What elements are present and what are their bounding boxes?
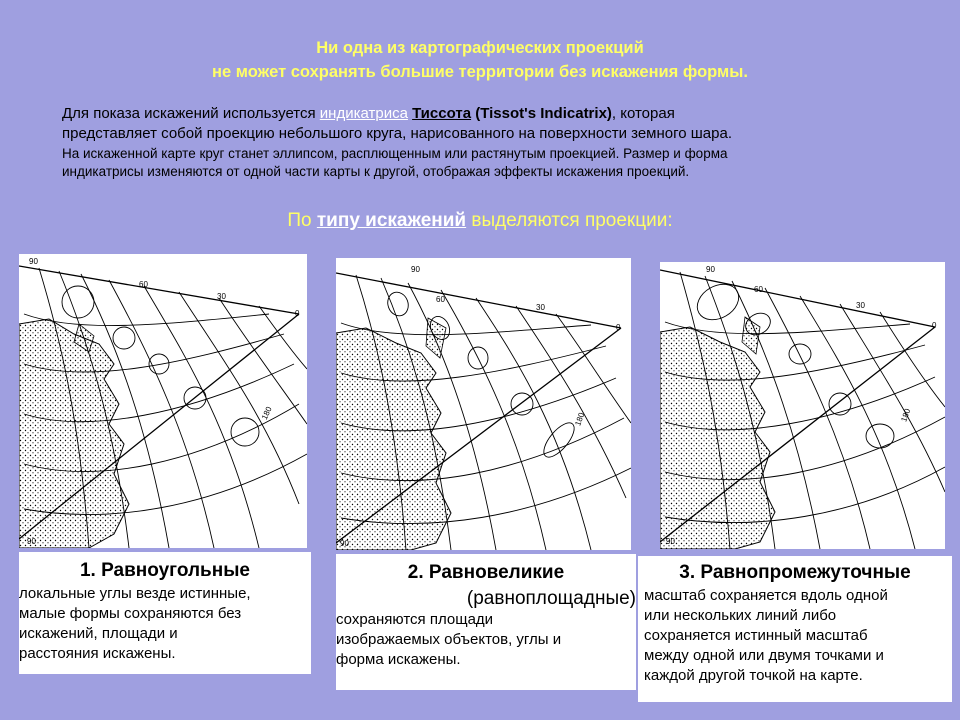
tissot-english: (Tissot's Indicatrix) bbox=[471, 105, 612, 122]
label-bottom-90: 90 bbox=[340, 539, 349, 548]
label-lon-180: 180 bbox=[259, 405, 274, 422]
caption-line: между одной или двумя точками и bbox=[644, 647, 884, 664]
map-equidistant bbox=[660, 262, 945, 549]
caption-equidistant-heading: 3. Равнопромежуточные bbox=[679, 562, 911, 583]
caption-line: каждой другой точкой на карте. bbox=[644, 667, 863, 684]
caption-equidistant bbox=[638, 556, 952, 702]
map-conformal bbox=[19, 254, 307, 548]
intro-text bbox=[62, 104, 907, 181]
caption-line: масштаб сохраняется вдоль одной bbox=[644, 587, 888, 604]
caption-conformal-text bbox=[19, 582, 311, 664]
caption-line: сохраняется истинный масштаб bbox=[644, 627, 868, 644]
label-bottom-90: 90 bbox=[666, 537, 675, 546]
map-conformal-graphic bbox=[19, 254, 307, 548]
map-equal-area-graphic bbox=[336, 258, 631, 550]
tissot-link[interactable]: Тиссота bbox=[412, 105, 472, 122]
caption-equidistant-text bbox=[638, 584, 952, 686]
caption-equal-area-subheading: (равноплощадные) bbox=[466, 588, 636, 609]
label-lon-0: 0 bbox=[295, 309, 300, 318]
caption-line: изображаемых объектов, углы и bbox=[336, 631, 562, 648]
projection-types-heading bbox=[0, 210, 960, 232]
label-lon-30: 30 bbox=[536, 303, 545, 312]
distortion-type-link[interactable]: типу искажений bbox=[316, 210, 467, 231]
label-lon-0: 0 bbox=[616, 323, 621, 332]
caption-conformal bbox=[19, 552, 311, 674]
caption-equal-area-text bbox=[336, 610, 636, 670]
caption-conformal-heading: 1. Равноугольные bbox=[79, 560, 250, 581]
caption-line: или нескольких линий либо bbox=[644, 607, 837, 624]
label-lon-60: 60 bbox=[436, 295, 445, 304]
intro-paragraph-2 bbox=[62, 145, 907, 181]
label-lon-180: 180 bbox=[899, 407, 913, 424]
label-lat-90: 90 bbox=[411, 265, 420, 274]
subtitle-part: выделяются проекции: bbox=[466, 210, 673, 231]
caption-line: искажений, площади и bbox=[19, 625, 178, 642]
caption-equal-area bbox=[336, 554, 636, 690]
label-lon-30: 30 bbox=[856, 301, 865, 310]
intro-paragraph-2-line-2: индикатрисы изменяются от одной части карты к другой, отображая эффекты искажения проекций. bbox=[62, 164, 690, 179]
slide-title bbox=[0, 36, 960, 84]
caption-line: малые формы сохраняются без bbox=[19, 605, 242, 622]
indicatrix-link[interactable]: индикатриса bbox=[319, 105, 408, 122]
label-lon-60: 60 bbox=[754, 285, 763, 294]
caption-line: расстояния искажены. bbox=[19, 645, 176, 662]
label-lon-60: 60 bbox=[139, 280, 148, 289]
intro-paragraph-1-line-2: представляет собой проекцию небольшого круга, нарисованного на поверхности земного шара. bbox=[62, 125, 733, 142]
caption-line: локальные углы везде истинные, bbox=[19, 585, 251, 602]
title-line-2: не может сохранять большие территории без искажения формы. bbox=[212, 63, 748, 81]
intro-paragraph-1 bbox=[62, 104, 907, 124]
label-lon-180: 180 bbox=[573, 411, 587, 428]
label-lat-90: 90 bbox=[29, 257, 38, 266]
label-lon-0: 0 bbox=[932, 321, 937, 330]
map-equidistant-graphic bbox=[660, 262, 945, 549]
label-lon-30: 30 bbox=[217, 292, 226, 301]
caption-equal-area-heading: 2. Равновеликие bbox=[407, 562, 565, 583]
intro-text-part: , которая bbox=[611, 105, 675, 122]
label-bottom-90: 90 bbox=[27, 537, 36, 546]
intro-paragraph-2-line-1: На искаженной карте круг станет эллипсом, расплющенным или растянутым проекцией. Размер и форма bbox=[62, 146, 728, 161]
title-line-1: Ни одна из картографических проекций bbox=[316, 39, 644, 57]
subtitle-part: По bbox=[287, 210, 317, 231]
map-equal-area bbox=[336, 258, 631, 550]
intro-text-part: Для показа искажений используется bbox=[62, 105, 320, 122]
label-lat-90: 90 bbox=[706, 265, 715, 274]
caption-line: форма искажены. bbox=[336, 651, 461, 668]
caption-line: сохраняются площади bbox=[336, 611, 494, 628]
